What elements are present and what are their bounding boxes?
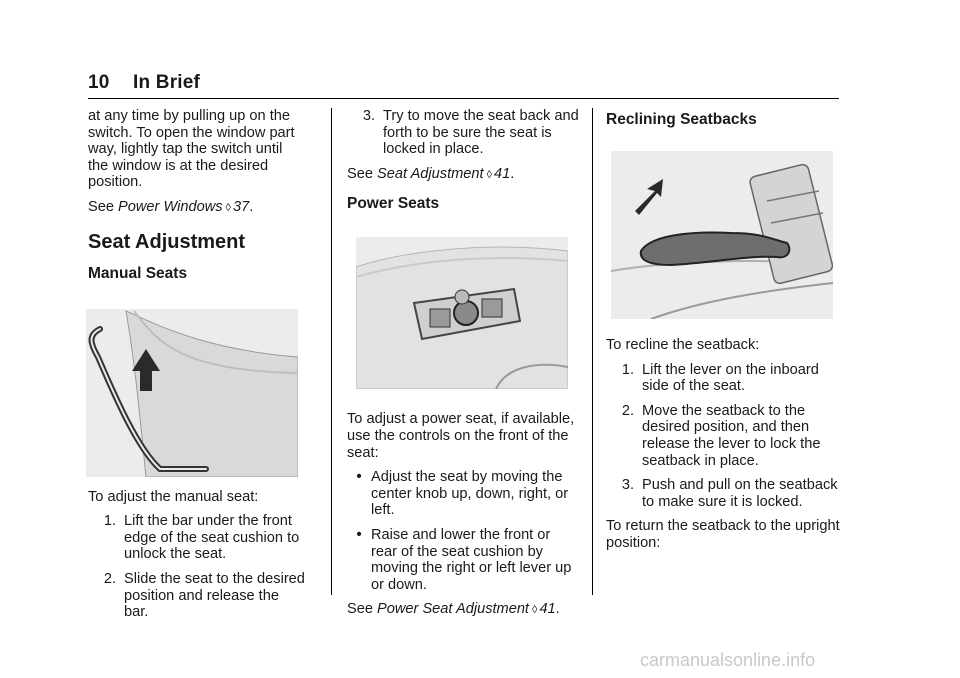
page-number: 10 [88,72,110,93]
column-divider-2 [592,108,593,595]
page-ref-icon: ◊ [225,201,231,214]
power-bullet-2: • Raise and lower the front or rear of the seat cushion by moving the right or left lever up or down. [347,527,579,593]
column-2 [347,108,579,627]
manual-lead: To adjust the manual seat: [88,488,259,505]
bullet-icon: • [356,469,362,486]
manual-step-1: 1. Lift the bar under the front edge of the seat cushion to unlock the seat. [103,513,300,563]
bullet-icon: • [356,526,362,543]
recline-closing: To return the seatback to the upright position: [606,518,840,551]
reclining-seatback-figure [611,151,833,319]
link-seat-adjustment[interactable]: Seat Adjustment [377,165,484,182]
recline-step-3: 3. Push and pull on the seatback to make sure it is locked. [621,477,838,510]
subheading-manual-seats: Manual Seats [88,264,188,282]
page-ref-number[interactable]: 37 [232,198,250,215]
subheading-power-seats: Power Seats [347,195,440,213]
manual-seat-figure [86,309,298,477]
column-3 [606,108,842,560]
manual-step-2: 2. Slide the seat to the desired position and release the bar. [103,570,305,621]
link-power-seat-adjustment[interactable]: Power Seat Adjustment [377,601,529,618]
power-bullet-1: • Adjust the seat by moving the center knob up, down, right, or left. [347,469,579,519]
subheading-reclining-seatbacks: Reclining Seatbacks [606,111,757,128]
see-reference-seat-adjustment: See Seat Adjustment ◊ 41. [347,165,515,182]
front-lever-icon [430,309,450,327]
recline-lead: To recline the seatback: [606,337,760,353]
rear-lever-icon [482,299,502,317]
recline-step-1: 1. Lift the lever on the inboard side of the seat. [621,361,819,395]
page-ref-icon: ◊ [532,604,538,617]
heading-seat-adjustment: Seat Adjustment [88,230,246,253]
column-1 [88,108,306,629]
page-ref-number[interactable]: 41 [494,165,511,182]
see-reference: See Power Windows ◊ 37. [88,198,254,215]
power-seat-figure [356,237,568,389]
link-power-windows[interactable]: Power Windows [118,198,223,215]
center-knob-icon [454,301,478,325]
header-rule [88,98,839,99]
intro-text: at any time by pulling up on the switch. To open the window part way, lightly tap the switch until the window is at the desired position. [88,108,295,191]
watermark: carmanualsonline.info [640,650,816,670]
column-divider-1 [331,108,332,595]
page-ref-number[interactable]: 41 [539,601,556,618]
manual-step-3: 3. Try to move the seat back and forth to be sure the seat is locked in place. [362,108,579,158]
section-title: In Brief [133,72,201,93]
page-header [88,72,200,94]
see-reference-power-seat: See Power Seat Adjustment ◊ 41. [347,601,560,618]
power-lead: To adjust a power seat, if available, use the controls on the front of the seat: [347,411,575,461]
page-ref-icon: ◊ [486,168,493,181]
recline-step-2: 2. Move the seatback to the desired position, and then release the lever to lock the seatback in place. [621,402,821,469]
